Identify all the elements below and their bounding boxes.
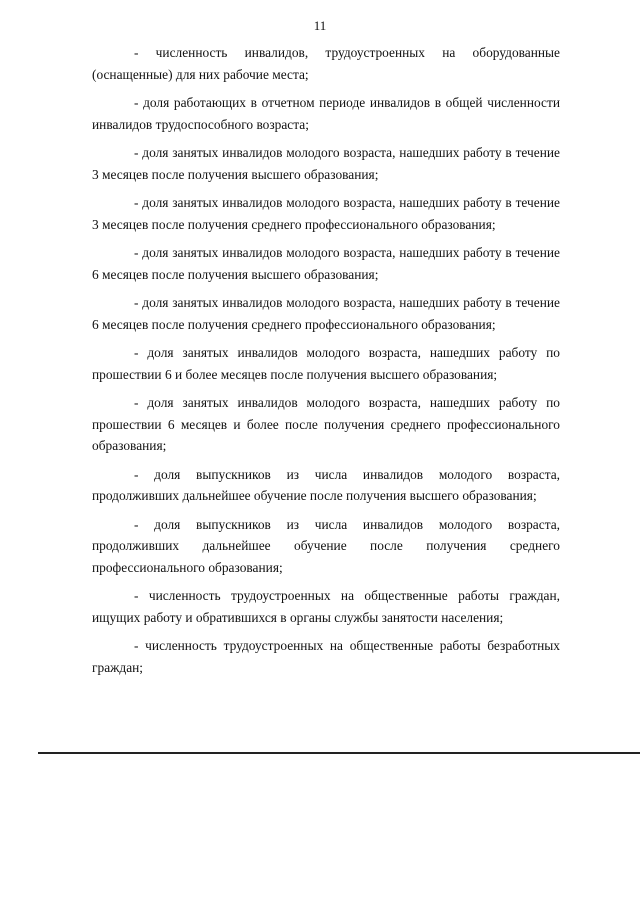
list-item: - доля работающих в отчетном периоде инвалидов в общей численности инвалидов трудоспособного возраста; [92, 95, 560, 132]
list-item: - доля занятых инвалидов молодого возраста, нашедших работу в течение 3 месяцев после получения высшего образования; [92, 145, 560, 182]
list-item: - доля занятых инвалидов молодого возраста, нашедших работу по прошествии 6 и более месяцев после получения высшего образования; [92, 345, 560, 382]
list-item: - доля выпускников из числа инвалидов молодого возраста, продолживших дальнейшее обучение после получения среднего профессионального образования; [92, 516, 560, 575]
bottom-divider [38, 752, 640, 754]
list-item: - численность трудоустроенных на общественные работы граждан, ищущих работу и обратившихся в органы службы занятости населения; [92, 588, 560, 625]
list-item: - доля занятых инвалидов молодого возраста, нашедших работу в течение 6 месяцев после получения высшего образования; [92, 245, 560, 282]
list-item: - доля занятых инвалидов молодого возраста, нашедших работу по прошествии 6 месяцев и более после получения среднего профессионального образования; [92, 395, 560, 453]
list-item: - доля выпускников из числа инвалидов молодого возраста, продолживших дальнейшее обучение после получения высшего образования; [92, 466, 560, 503]
list-item: - численность трудоустроенных на общественные работы безработных граждан; [92, 638, 560, 675]
list-item: - доля занятых инвалидов молодого возраста, нашедших работу в течение 3 месяцев после получения среднего профессионального образования; [92, 195, 560, 232]
list-item: - доля занятых инвалидов молодого возраста, нашедших работу в течение 6 месяцев после получения среднего профессионального образования; [92, 295, 560, 332]
page-number: 11 [313, 18, 327, 33]
document-body [92, 42, 560, 685]
list-item: - численность инвалидов, трудоустроенных на оборудованные (оснащенные) для них рабочие места; [92, 45, 560, 82]
